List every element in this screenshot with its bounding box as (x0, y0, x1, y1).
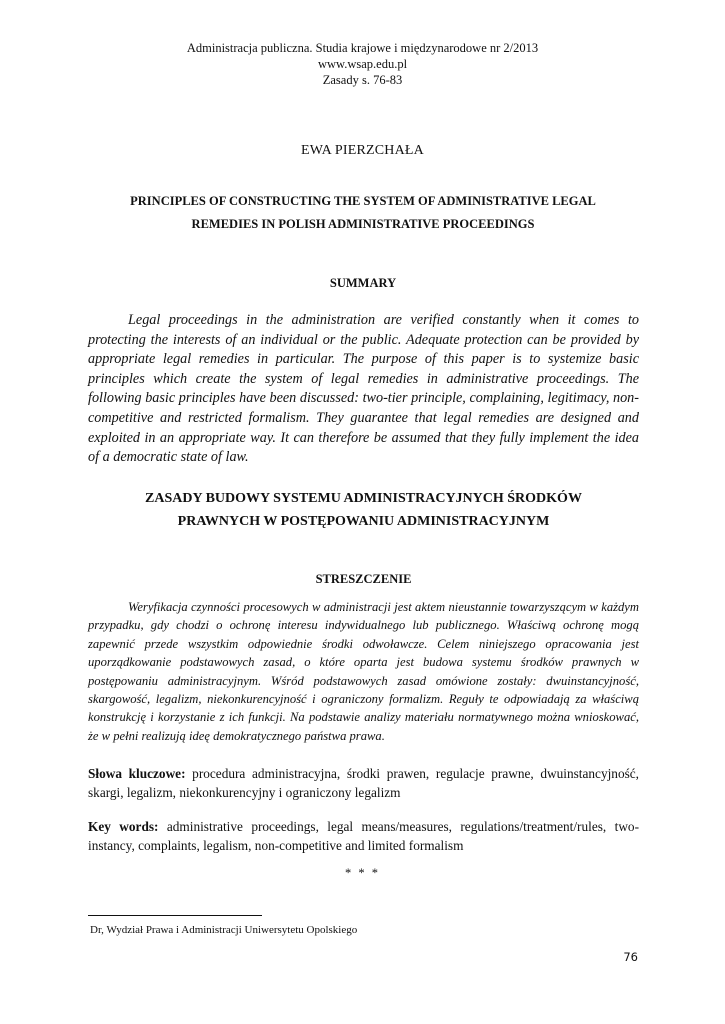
footnote: Dr, Wydział Prawa i Administracji Uniwersytetu Opolskiego (90, 924, 358, 936)
journal-website: www.wsap.edu.pl (317, 57, 408, 71)
streszczenie-text: Weryfikacja czynności procesowych w administracji jest aktem nieustannie towarzyszącym w każdym przypadku, gdy chodzi o ochronę interesu indywidualnego lub publicznego. Właściwą ochronę mogą zapewnić przede wszystkim odpowiednie środki odwoławcze. Celem niniejszego opracowania jest uporządkowanie podstawowych zasad, o które oparta jest budowa systemu środków prawnych w postępowaniu administracyjnym. Wśród podstawowych zasad omówione zostały: dwuinstancyjność, skargowość, legalizm, niekonkurencyjność i ograniczony formalizm. Reguły te odpowiadają za właściwą konstrukcję i korzystanie z ich funkcji. Na podstawie analizy materiału normatywnego można wnioskować, że w pełni realizują ideę demokratycznego państwa prawa. (88, 600, 639, 743)
footnote-divider (88, 915, 262, 916)
english-title-line-2: REMEDIES IN POLISH ADMINISTRATIVE PROCEEDINGS (191, 217, 535, 231)
streszczenie-heading: STRESZCZENIE (315, 572, 412, 586)
page-number: 76 (623, 950, 638, 964)
section-separator: * * * (345, 866, 380, 880)
keywords-english (88, 818, 639, 855)
summary-heading: SUMMARY (329, 276, 397, 290)
summary-text: Legal proceedings in the administration are verified constantly when it comes to protecting the interests of an individual or the public. Adequate protection can be provided by appropriate legal remedies in particular. The purpose of this paper is to systemize basic principles which create the system of legal remedies in administrative proceedings. The following basic principles have been discussed: two-tier principle, complaining, legitimacy, non-competitive and restricted formalism. They guarantee that legal remedies are designed and exploited in an appropriate way. It can therefore be assumed that they fully implement the idea of a democratic state of law. (88, 312, 639, 466)
english-title (88, 190, 638, 236)
keywords-polish (88, 765, 639, 802)
author-name: EWA PIERZCHAŁA (301, 143, 424, 158)
polish-title (88, 487, 639, 533)
keywords-english-label: Key words: (88, 819, 159, 834)
journal-header: Administracja publiczna. Studia krajowe i międzynarodowe nr 2/2013 (186, 41, 539, 55)
english-title-line-1: PRINCIPLES OF CONSTRUCTING THE SYSTEM OF ADMINISTRATIVE LEGAL (130, 194, 596, 208)
polish-title-line-1: ZASADY BUDOWY SYSTEMU ADMINISTRACYJNYCH ŚRODKÓW (145, 491, 582, 506)
keywords-english-text: administrative proceedings, legal means/measures, regulations/treatment/rules, two-instancy, complaints, legalism, non-competitive and limited formalism (88, 819, 639, 853)
keywords-polish-label: Słowa kluczowe: (88, 766, 186, 781)
page-range: Zasady s. 76-83 (322, 73, 403, 87)
polish-title-line-2: PRAWNYCH W POSTĘPOWANIU ADMINISTRACYJNYM (177, 514, 550, 529)
keywords-polish-text: procedura administracyjna, środki prawen, regulacje prawne, dwuinstancyjność, skargi, legalizm, niekonkurencyjny i ograniczony legalizm (88, 766, 639, 800)
